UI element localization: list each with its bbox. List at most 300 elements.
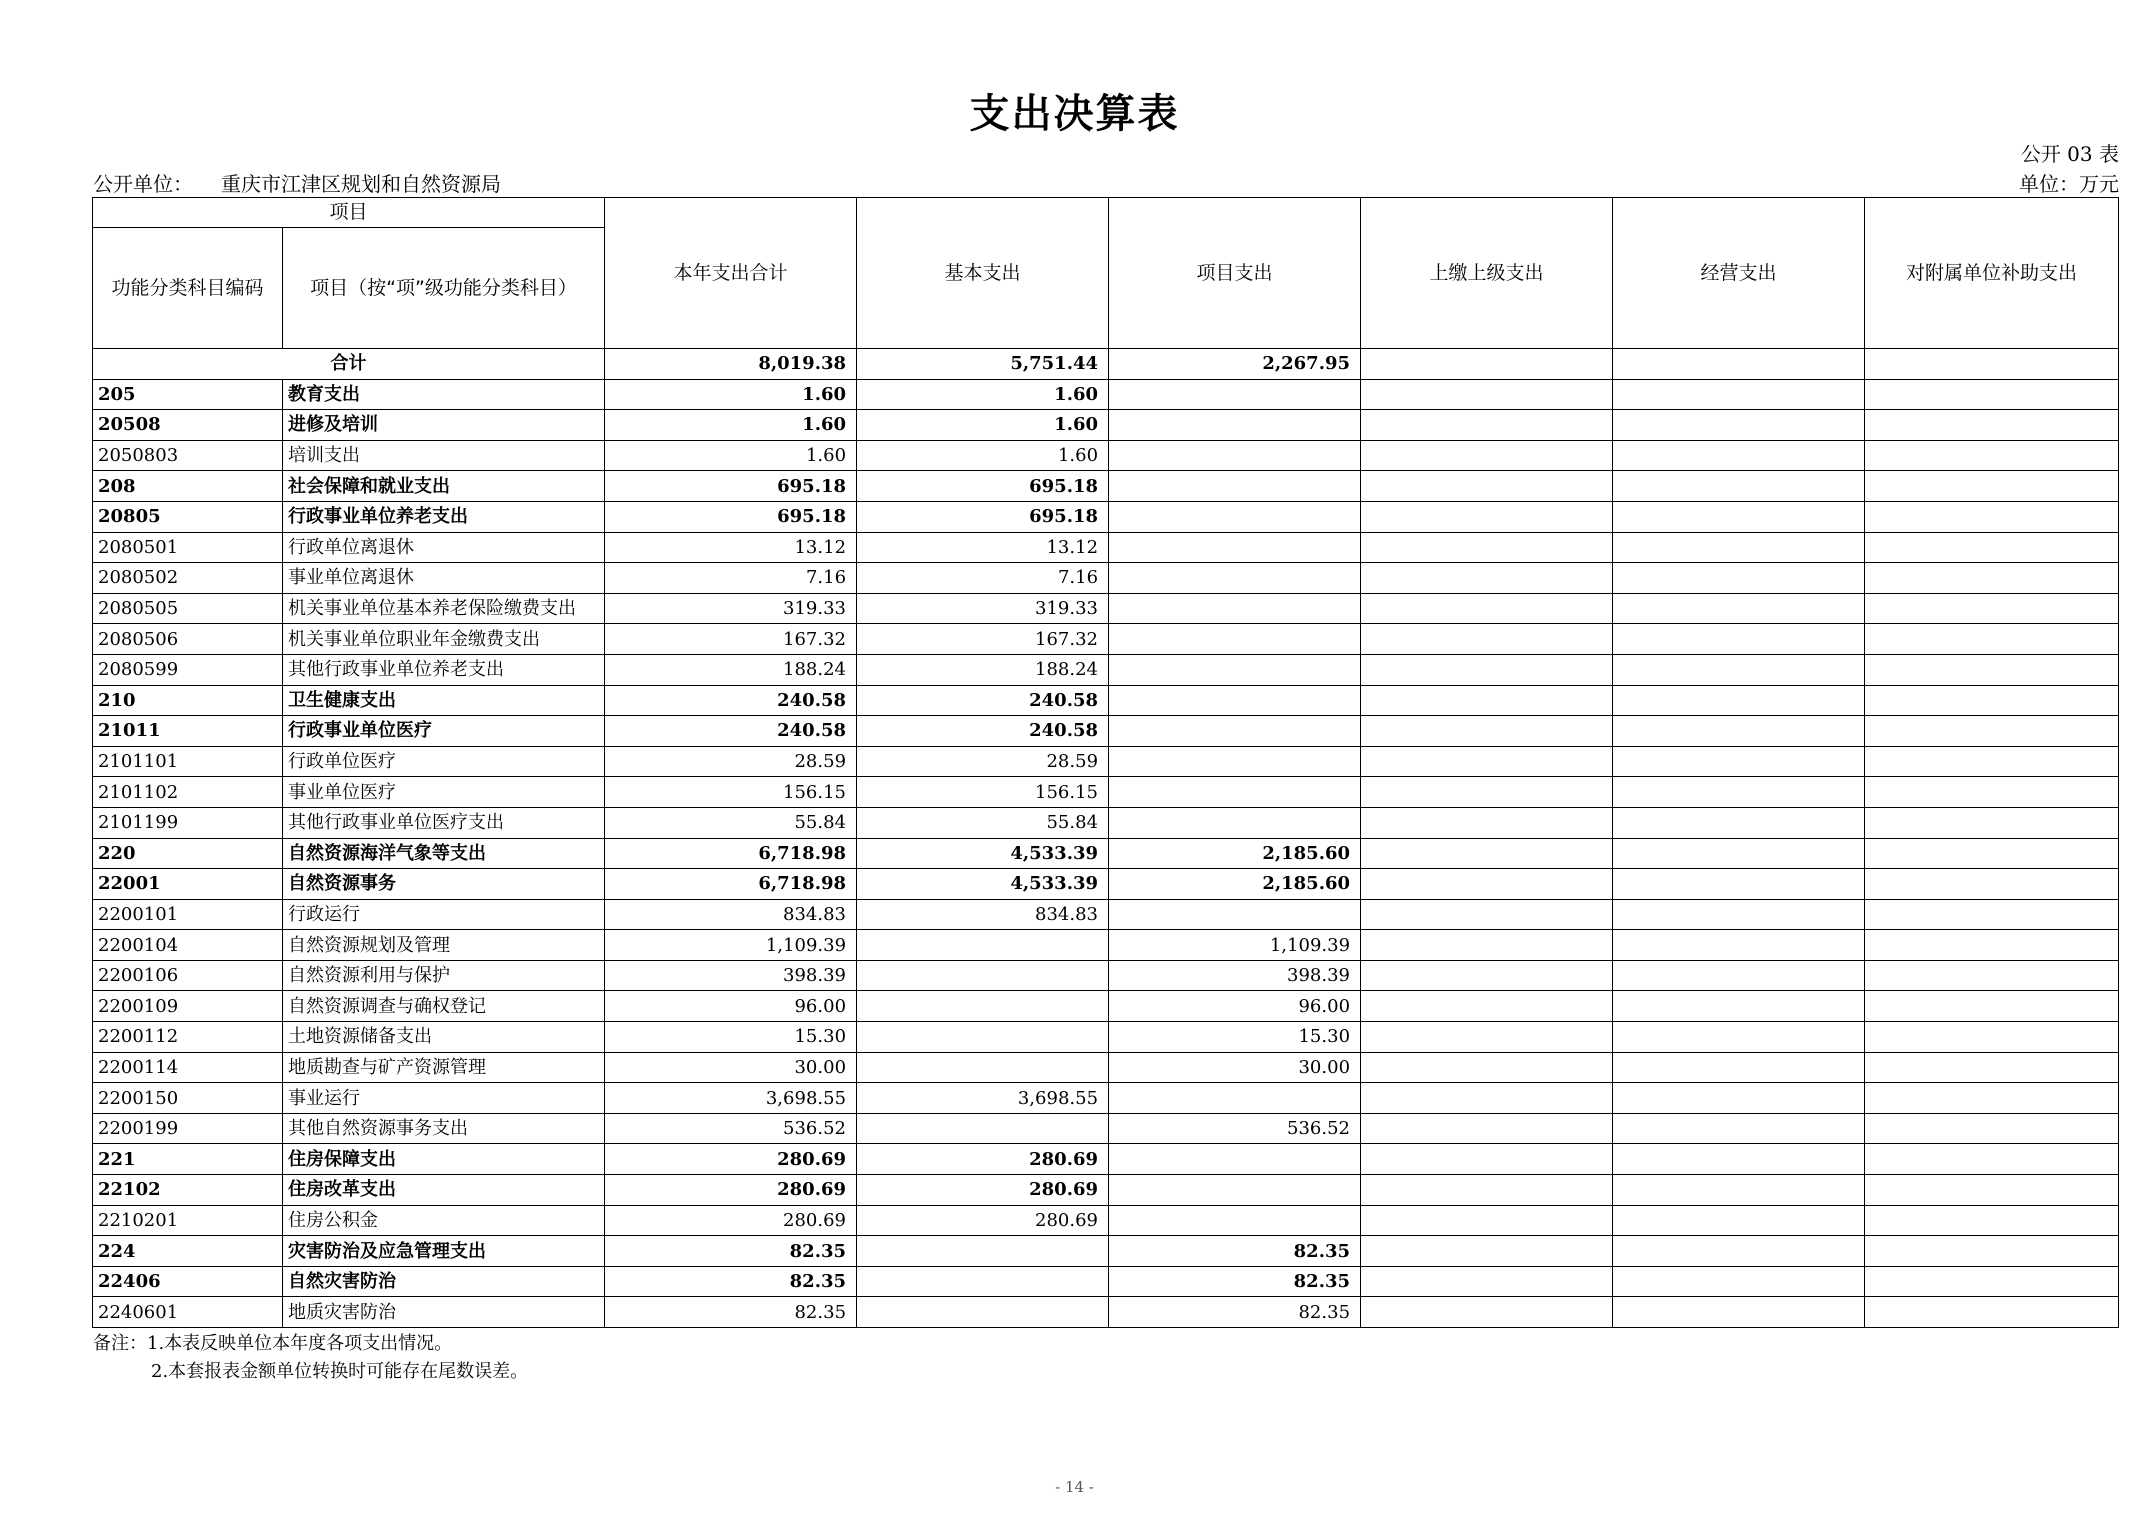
upper-cell [1361,1297,1613,1328]
project-cell: 82.35 [1109,1266,1361,1297]
total-project-cell: 2,267.95 [1109,349,1361,380]
expenditure-table [92,197,2119,1328]
upper-cell [1361,1113,1613,1144]
upper-cell [1361,807,1613,838]
code-cell: 22102 [93,1175,283,1206]
name-cell: 自然资源海洋气象等支出 [283,838,605,869]
code-cell: 2200199 [93,1113,283,1144]
basic-cell: 695.18 [857,471,1109,502]
table-row [93,501,2119,532]
name-cell: 灾害防治及应急管理支出 [283,1236,605,1267]
table-row [93,410,2119,441]
upper-cell [1361,838,1613,869]
basic-cell: 188.24 [857,654,1109,685]
subsidy-cell [1865,1205,2119,1236]
name-cell: 其他行政事业单位养老支出 [283,654,605,685]
header-name: 项目（按“项”级功能分类科目） [283,228,605,349]
table-row [93,838,2119,869]
total-cell: 695.18 [605,471,857,502]
business-cell [1613,1083,1865,1114]
code-cell: 210 [93,685,283,716]
upper-cell [1361,1052,1613,1083]
total-cell: 6,718.98 [605,838,857,869]
basic-cell: 1.60 [857,379,1109,410]
code-cell: 208 [93,471,283,502]
project-cell [1109,532,1361,563]
basic-cell: 834.83 [857,899,1109,930]
total-basic-cell: 5,751.44 [857,349,1109,380]
basic-cell [857,960,1109,991]
project-cell: 96.00 [1109,991,1361,1022]
table-row [93,654,2119,685]
code-cell: 2101102 [93,777,283,808]
total-upper-cell [1361,349,1613,380]
business-cell [1613,1113,1865,1144]
upper-cell [1361,1022,1613,1053]
total-cell: 536.52 [605,1113,857,1144]
table-row [93,960,2119,991]
table-row [93,1113,2119,1144]
subsidy-cell [1865,869,2119,900]
total-row [93,349,2119,380]
subsidy-cell [1865,991,2119,1022]
table-row [93,807,2119,838]
basic-cell [857,1113,1109,1144]
total-business-cell [1613,349,1865,380]
upper-cell [1361,1266,1613,1297]
subsidy-cell [1865,807,2119,838]
subsidy-cell [1865,899,2119,930]
business-cell [1613,746,1865,777]
subsidy-cell [1865,838,2119,869]
business-cell [1613,838,1865,869]
total-cell: 1.60 [605,440,857,471]
basic-cell [857,1052,1109,1083]
code-cell: 2080501 [93,532,283,563]
code-cell: 20508 [93,410,283,441]
subsidy-cell [1865,746,2119,777]
table-row [93,471,2119,502]
business-cell [1613,1022,1865,1053]
table-row [93,1205,2119,1236]
table-row [93,1144,2119,1175]
upper-cell [1361,777,1613,808]
header-project-expenditure: 项目支出 [1109,198,1361,349]
table-row [93,869,2119,900]
upper-cell [1361,685,1613,716]
code-cell: 2210201 [93,1205,283,1236]
upper-cell [1361,440,1613,471]
code-cell: 2200101 [93,899,283,930]
code-cell: 2050803 [93,440,283,471]
code-cell: 2101199 [93,807,283,838]
code-cell: 2200104 [93,930,283,961]
total-cell: 280.69 [605,1175,857,1206]
business-cell [1613,991,1865,1022]
business-cell [1613,501,1865,532]
business-cell [1613,563,1865,594]
business-cell [1613,869,1865,900]
upper-cell [1361,746,1613,777]
total-cell: 8,019.38 [605,349,857,380]
name-cell: 事业运行 [283,1083,605,1114]
business-cell [1613,471,1865,502]
page-title: 支出决算表 [969,91,1180,137]
project-cell [1109,716,1361,747]
upper-cell [1361,624,1613,655]
upper-cell [1361,930,1613,961]
project-cell [1109,1083,1361,1114]
code-cell: 2200150 [93,1083,283,1114]
total-cell: 188.24 [605,654,857,685]
name-cell: 住房改革支出 [283,1175,605,1206]
total-cell: 1,109.39 [605,930,857,961]
upper-cell [1361,1144,1613,1175]
code-cell: 21011 [93,716,283,747]
table-row [93,777,2119,808]
business-cell [1613,410,1865,441]
subsidy-cell [1865,1144,2119,1175]
total-cell: 6,718.98 [605,869,857,900]
upper-cell [1361,1205,1613,1236]
header-total: 本年支出合计 [605,198,857,349]
total-cell: 240.58 [605,716,857,747]
subsidy-cell [1865,410,2119,441]
name-cell: 教育支出 [283,379,605,410]
table-row [93,1175,2119,1206]
business-cell [1613,593,1865,624]
subsidy-cell [1865,624,2119,655]
upper-cell [1361,869,1613,900]
project-cell [1109,624,1361,655]
total-cell: 1.60 [605,410,857,441]
upper-cell [1361,716,1613,747]
upper-cell [1361,654,1613,685]
business-cell [1613,777,1865,808]
upper-cell [1361,593,1613,624]
name-cell: 行政运行 [283,899,605,930]
name-cell: 行政单位医疗 [283,746,605,777]
project-cell [1109,685,1361,716]
note-1: 备注：1.本表反映单位本年度各项支出情况。 [93,1333,453,1354]
business-cell [1613,930,1865,961]
basic-cell [857,1297,1109,1328]
header-subsidy: 对附属单位补助支出 [1865,198,2119,349]
business-cell [1613,440,1865,471]
subsidy-cell [1865,1083,2119,1114]
project-cell [1109,410,1361,441]
business-cell [1613,1175,1865,1206]
name-cell: 其他自然资源事务支出 [283,1113,605,1144]
project-cell [1109,777,1361,808]
code-cell: 224 [93,1236,283,1267]
basic-cell: 695.18 [857,501,1109,532]
project-cell [1109,440,1361,471]
table-row [93,624,2119,655]
table-row [93,1052,2119,1083]
project-cell [1109,501,1361,532]
total-label: 合计 [93,349,605,380]
project-cell: 1,109.39 [1109,930,1361,961]
table-row [93,379,2119,410]
basic-cell: 280.69 [857,1144,1109,1175]
project-cell [1109,563,1361,594]
basic-cell: 319.33 [857,593,1109,624]
project-cell [1109,593,1361,624]
project-cell [1109,1205,1361,1236]
project-cell [1109,807,1361,838]
name-cell: 社会保障和就业支出 [283,471,605,502]
table-row [93,440,2119,471]
business-cell [1613,379,1865,410]
header-business: 经营支出 [1613,198,1865,349]
table-row [93,593,2119,624]
basic-cell [857,1266,1109,1297]
project-cell [1109,1144,1361,1175]
header-basic: 基本支出 [857,198,1109,349]
total-cell: 280.69 [605,1205,857,1236]
name-cell: 土地资源储备支出 [283,1022,605,1053]
form-number: 公开 03 表 [2020,142,2119,166]
basic-cell [857,1022,1109,1053]
name-cell: 自然资源规划及管理 [283,930,605,961]
name-cell: 行政单位离退休 [283,532,605,563]
total-cell: 7.16 [605,563,857,594]
header-upper: 上缴上级支出 [1361,198,1613,349]
table-row [93,532,2119,563]
table-row [93,1297,2119,1328]
basic-cell [857,930,1109,961]
total-cell: 156.15 [605,777,857,808]
subsidy-cell [1865,532,2119,563]
total-cell: 15.30 [605,1022,857,1053]
subsidy-cell [1865,654,2119,685]
basic-cell [857,1236,1109,1267]
business-cell [1613,1297,1865,1328]
basic-cell: 1.60 [857,410,1109,441]
name-cell: 住房保障支出 [283,1144,605,1175]
name-cell: 事业单位医疗 [283,777,605,808]
name-cell: 进修及培训 [283,410,605,441]
table-row [93,716,2119,747]
name-cell: 住房公积金 [283,1205,605,1236]
basic-cell: 28.59 [857,746,1109,777]
basic-cell: 1.60 [857,440,1109,471]
business-cell [1613,685,1865,716]
business-cell [1613,716,1865,747]
upper-cell [1361,1175,1613,1206]
basic-cell: 280.69 [857,1205,1109,1236]
upper-cell [1361,899,1613,930]
table-row [93,1236,2119,1267]
total-cell: 96.00 [605,991,857,1022]
project-cell [1109,1175,1361,1206]
name-cell: 机关事业单位基本养老保险缴费支出 [283,593,605,624]
name-cell: 自然资源调查与确权登记 [283,991,605,1022]
code-cell: 2200109 [93,991,283,1022]
reporting-unit-name: 重庆市江津区规划和自然资源局 [221,172,501,196]
upper-cell [1361,991,1613,1022]
subsidy-cell [1865,716,2119,747]
project-cell [1109,654,1361,685]
basic-cell [857,991,1109,1022]
name-cell: 自然灾害防治 [283,1266,605,1297]
name-cell: 事业单位离退休 [283,563,605,594]
table-row [93,1022,2119,1053]
basic-cell: 156.15 [857,777,1109,808]
total-cell: 280.69 [605,1144,857,1175]
subsidy-cell [1865,471,2119,502]
code-cell: 2080599 [93,654,283,685]
project-cell: 398.39 [1109,960,1361,991]
code-cell: 2200106 [93,960,283,991]
total-cell: 695.18 [605,501,857,532]
code-cell: 205 [93,379,283,410]
code-cell: 2200112 [93,1022,283,1053]
basic-cell: 240.58 [857,685,1109,716]
code-cell: 2101101 [93,746,283,777]
name-cell: 卫生健康支出 [283,685,605,716]
subsidy-cell [1865,1113,2119,1144]
business-cell [1613,624,1865,655]
subsidy-cell [1865,1236,2119,1267]
name-cell: 自然资源利用与保护 [283,960,605,991]
subsidy-cell [1865,1175,2119,1206]
total-cell: 3,698.55 [605,1083,857,1114]
subsidy-cell [1865,501,2119,532]
total-cell: 82.35 [605,1266,857,1297]
subsidy-cell [1865,440,2119,471]
upper-cell [1361,563,1613,594]
subsidy-cell [1865,777,2119,808]
upper-cell [1361,960,1613,991]
header-code: 功能分类科目编码 [93,228,283,349]
header-project: 项目 [93,198,605,228]
upper-cell [1361,379,1613,410]
upper-cell [1361,532,1613,563]
business-cell [1613,1236,1865,1267]
subsidy-cell [1865,960,2119,991]
project-cell: 82.35 [1109,1236,1361,1267]
business-cell [1613,654,1865,685]
reporting-unit [93,168,501,197]
code-cell: 2240601 [93,1297,283,1328]
project-cell: 536.52 [1109,1113,1361,1144]
table-row [93,1083,2119,1114]
business-cell [1613,1266,1865,1297]
basic-cell: 55.84 [857,807,1109,838]
basic-cell: 7.16 [857,563,1109,594]
project-cell [1109,746,1361,777]
table-row [93,1266,2119,1297]
total-cell: 82.35 [605,1297,857,1328]
name-cell: 行政事业单位医疗 [283,716,605,747]
total-cell: 167.32 [605,624,857,655]
notes [93,1330,528,1386]
name-cell: 其他行政事业单位医疗支出 [283,807,605,838]
total-cell: 13.12 [605,532,857,563]
code-cell: 22001 [93,869,283,900]
subsidy-cell [1865,1022,2119,1053]
basic-cell: 4,533.39 [857,838,1109,869]
total-cell: 82.35 [605,1236,857,1267]
upper-cell [1361,1083,1613,1114]
total-cell: 1.60 [605,379,857,410]
code-cell: 2080502 [93,563,283,594]
basic-cell: 240.58 [857,716,1109,747]
total-cell: 30.00 [605,1052,857,1083]
project-cell: 30.00 [1109,1052,1361,1083]
business-cell [1613,532,1865,563]
total-cell: 240.58 [605,685,857,716]
table-row [93,563,2119,594]
code-cell: 2200114 [93,1052,283,1083]
basic-cell: 4,533.39 [857,869,1109,900]
name-cell: 地质勘查与矿产资源管理 [283,1052,605,1083]
name-cell: 培训支出 [283,440,605,471]
basic-cell: 3,698.55 [857,1083,1109,1114]
subsidy-cell [1865,930,2119,961]
subsidy-cell [1865,1052,2119,1083]
name-cell: 机关事业单位职业年金缴费支出 [283,624,605,655]
total-subsidy-cell [1865,349,2119,380]
name-cell: 自然资源事务 [283,869,605,900]
basic-cell: 13.12 [857,532,1109,563]
code-cell: 22406 [93,1266,283,1297]
table-row [93,930,2119,961]
subsidy-cell [1865,1297,2119,1328]
upper-cell [1361,471,1613,502]
subsidy-cell [1865,379,2119,410]
upper-cell [1361,1236,1613,1267]
code-cell: 221 [93,1144,283,1175]
business-cell [1613,807,1865,838]
reporting-unit-label: 公开单位： [93,172,193,196]
subsidy-cell [1865,1266,2119,1297]
subsidy-cell [1865,593,2119,624]
total-cell: 834.83 [605,899,857,930]
project-cell [1109,899,1361,930]
total-cell: 28.59 [605,746,857,777]
project-cell: 82.35 [1109,1297,1361,1328]
upper-cell [1361,410,1613,441]
project-cell [1109,471,1361,502]
project-cell: 15.30 [1109,1022,1361,1053]
project-cell: 2,185.60 [1109,838,1361,869]
basic-cell: 167.32 [857,624,1109,655]
table-row [93,685,2119,716]
code-cell: 2080505 [93,593,283,624]
business-cell [1613,1205,1865,1236]
business-cell [1613,899,1865,930]
page-number: - 14 - [1055,1478,1094,1496]
upper-cell [1361,501,1613,532]
table-row [93,746,2119,777]
subsidy-cell [1865,563,2119,594]
business-cell [1613,960,1865,991]
project-cell: 2,185.60 [1109,869,1361,900]
total-cell: 55.84 [605,807,857,838]
table-row [93,991,2119,1022]
basic-cell: 280.69 [857,1175,1109,1206]
total-cell: 319.33 [605,593,857,624]
business-cell [1613,1144,1865,1175]
code-cell: 2080506 [93,624,283,655]
name-cell: 地质灾害防治 [283,1297,605,1328]
business-cell [1613,1052,1865,1083]
money-unit: 单位：万元 [2019,172,2119,196]
table-row [93,899,2119,930]
